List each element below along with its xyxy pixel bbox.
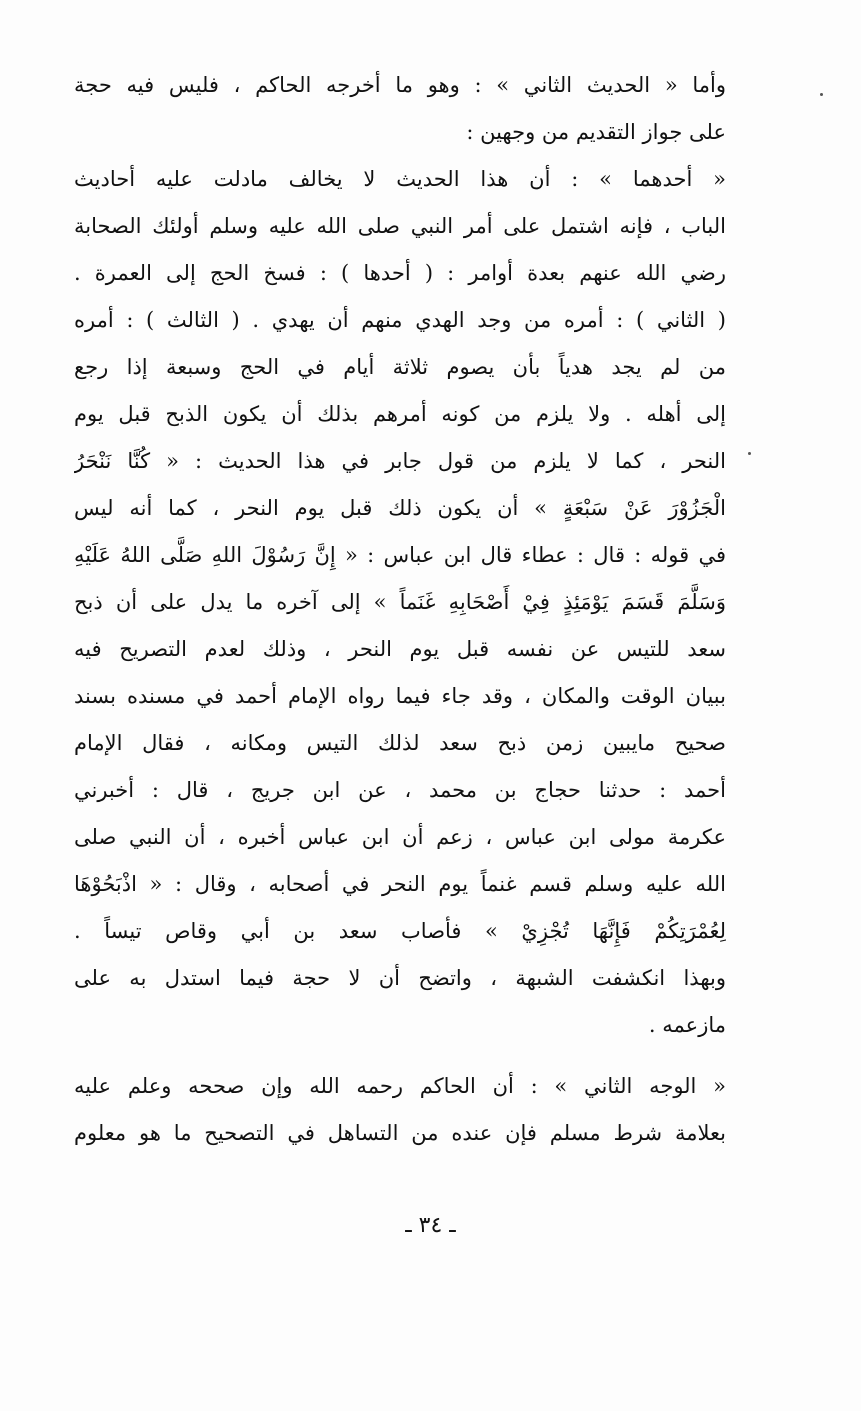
paragraph-gap bbox=[74, 1049, 726, 1063]
text-line: صحيح مايبين زمن ذبح سعد لذلك التيس ومكانه ، فقال الإمام bbox=[74, 731, 726, 755]
text-line: إلى أهله . ولا يلزم من كونه أمرهم بذلك أن يكون الذبح قبل يوم bbox=[74, 402, 726, 426]
text-line: النحر ، كما لا يلزم من قول جابر في هذا الحديث : « كُنَّا نَنْحَرُ bbox=[74, 449, 726, 473]
scan-speck bbox=[748, 452, 751, 455]
text-line: بعلامة شرط مسلم فإن عنده من التساهل في التصحيح ما هو معلوم bbox=[74, 1121, 726, 1145]
text-line: « الوجه الثاني » : أن الحاكم رحمه الله وإن صححه وعلم عليه bbox=[74, 1074, 726, 1098]
text-line: الله عليه وسلم قسم غنماً يوم النحر في أصحابه ، وقال : « اذْبَحُوْهَا bbox=[74, 872, 726, 896]
text-line: ( الثاني ) : أمره من وجد الهدي منهم أن يهدي . ( الثالث ) : أمره bbox=[74, 308, 726, 332]
text-line: مازعمه . bbox=[648, 1013, 726, 1037]
text-line: على جواز التقديم من وجهين : bbox=[466, 120, 726, 144]
text-line: عكرمة مولى ابن عباس ، زعم أن ابن عباس أخبره ، أن النبي صلى bbox=[74, 825, 726, 849]
text-line: من لم يجد هدياً بأن يصوم ثلاثة أيام في الحج وسبعة إذا رجع bbox=[74, 355, 726, 379]
body-text bbox=[74, 62, 726, 1157]
text-line: الْجَزُوْرَ عَنْ سَبْعَةٍ » أن يكون ذلك قبل يوم النحر ، كما أنه ليس bbox=[74, 496, 726, 520]
text-line: وبهذا انكشفت الشبهة ، واتضح أن لا حجة فيما استدل به على bbox=[74, 966, 726, 990]
text-line: الباب ، فإنه اشتمل على أمر النبي صلى الله عليه وسلم أولئك الصحابة bbox=[74, 214, 726, 238]
text-line: سعد للتيس عن نفسه قبل يوم النحر ، وذلك لعدم التصريح فيه bbox=[74, 637, 726, 661]
text-line: وَسَلَّمَ قَسَمَ يَوْمَئِذٍ فِيْ أَصْحَابِهِ غَنَماً » إلى آخره ما يدل على أن ذبح bbox=[74, 590, 726, 614]
text-line: ببيان الوقت والمكان ، وقد جاء فيما رواه الإمام أحمد في مسنده بسند bbox=[74, 684, 726, 708]
text-line: في قوله : قال : عطاء قال ابن عباس : « إِنَّ رَسُوْلَ اللهِ صَلَّى اللهُ عَلَيْهِ bbox=[74, 543, 726, 567]
text-line: رضي الله عنهم بعدة أوامر : ( أحدها ) : فسخ الحج إلى العمرة . bbox=[74, 261, 726, 285]
page-number: ـ ٣٤ ـ bbox=[405, 1213, 456, 1238]
text-line: « أحدهما » : أن هذا الحديث لا يخالف مادلت عليه أحاديث bbox=[74, 167, 726, 191]
text-line: أحمد : حدثنا حجاج بن محمد ، عن ابن جريج ، قال : أخبرني bbox=[74, 778, 726, 802]
text-line: وأما « الحديث الثاني » : وهو ما أخرجه الحاكم ، فليس فيه حجة bbox=[74, 73, 726, 97]
text-line: لِعُمْرَتِكُمْ فَإِنَّهَا تُجْزِيْ » فأصاب سعد بن أبي وقاص تيساً . bbox=[74, 919, 726, 943]
scan-speck bbox=[820, 93, 823, 96]
